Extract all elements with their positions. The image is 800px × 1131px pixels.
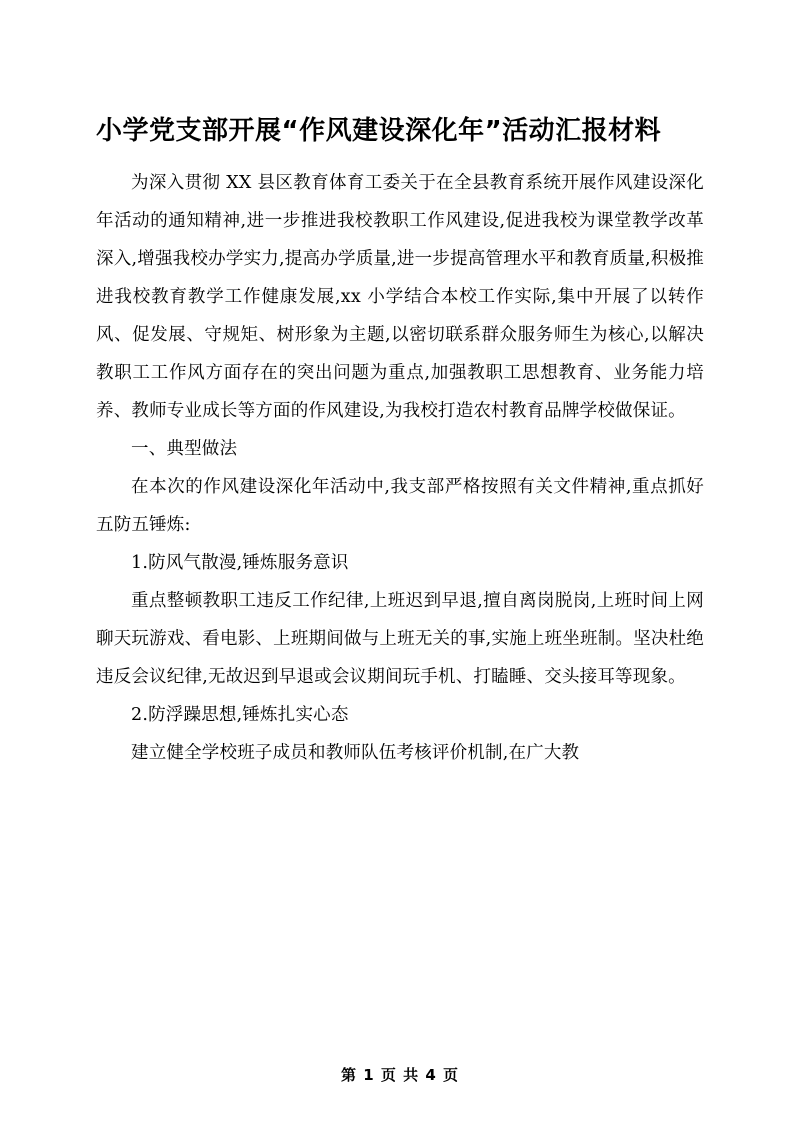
paragraph-item-2-body: 建立健全学校班子成员和教师队伍考核评价机制,在广大教 — [131, 743, 580, 763]
paragraph-section-1-body: 在本次的作风建设深化年活动中,我支部严格按照有关文件精神,重点抓好五防五锤炼: — [96, 477, 704, 535]
paragraph-item-1-heading: 1.防风气散漫,锤炼服务意识 — [131, 553, 349, 573]
paragraph-intro: 为深入贯彻 XX 县区教育体育工委关于在全县教育系统开展作风建设深化年活动的通知精神,进一步推进我校教职工作风建设,促进我校为课堂教学改革深入,增强我校办学实力,提高办学质量,进一步提高管理水平和教育质量,积极推进我校教育教学工作健康发展,xx 小学结合本校工作实际,集中开展了以转作风、促发展、守规矩、树形象为主题,以密切联系群众服务师生为核心,以解决教职工工作风方面存在的突出问题为重点,加强教职工思想教育、业务能力培养、教师专业成长等方面的作风建设,为我校打造农村教育品牌学校做保证。 — [96, 173, 704, 421]
paragraph-section-heading-1: 一、典型做法 — [131, 439, 238, 459]
page-footer: 第 1 页 共 4 页 — [341, 1066, 459, 1084]
page-title: 小学党支部开展“作风建设深化年”活动汇报材料 — [96, 116, 662, 146]
paragraph-item-2-heading: 2.防浮躁思想,锤炼扎实心态 — [131, 705, 349, 725]
paragraph-item-1-body: 重点整顿教职工违反工作纪律,上班迟到早退,擅自离岗脱岗,上班时间上网聊天玩游戏、看电影、上班期间做与上班无关的事,实施上班坐班制。坚决杜绝违反会议纪律,无故迟到早退或会议期间玩手机、打瞌睡、交头接耳等现象。 — [96, 591, 704, 687]
